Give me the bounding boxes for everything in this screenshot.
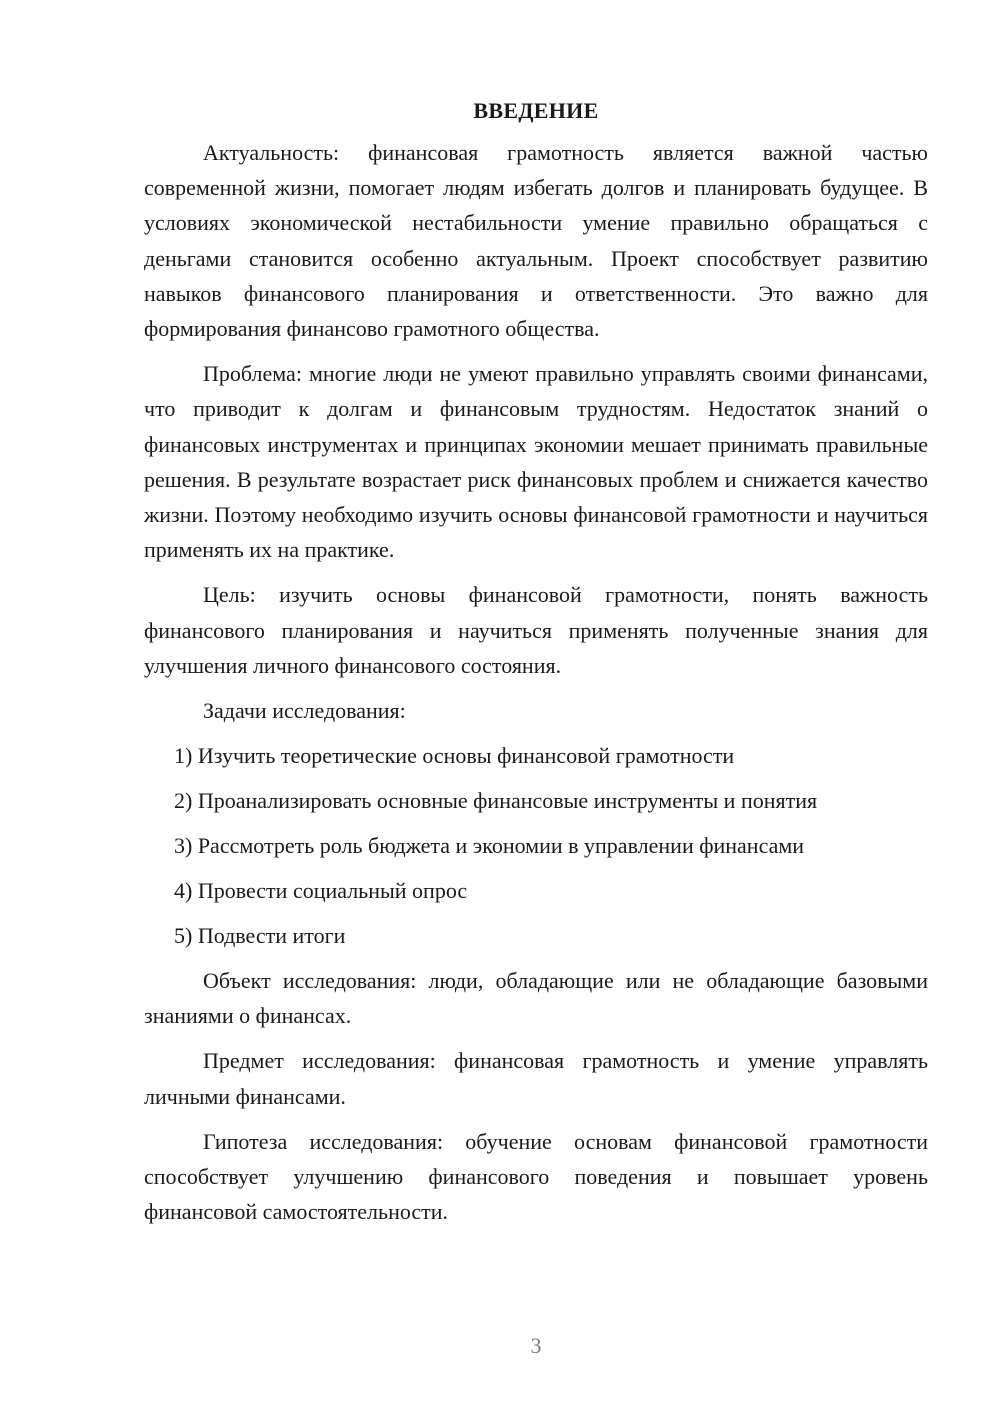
subject-paragraph: Предмет исследования: финансовая грамотность и умение управлять личными финансами. <box>144 1048 928 1109</box>
task-item: 2) Проанализировать основные финансовые инструменты и понятия <box>174 788 818 814</box>
tasks-heading: Задачи исследования: <box>203 698 406 724</box>
task-item: 5) Подвести итоги <box>174 923 346 949</box>
goal-paragraph: Цель: изучить основы финансовой грамотности, понять важность финансового планирования и научиться применять полученные знания для улучшения личного финансового состояния. <box>144 582 928 678</box>
task-item: 4) Провести социальный опрос <box>174 878 468 904</box>
object-paragraph: Объект исследования: люди, обладающие или не обладающие базовыми знаниями о финансах. <box>144 968 928 1029</box>
task-item: 1) Изучить теоретические основы финансовой грамотности <box>174 743 735 769</box>
document-page <box>144 95 928 1239</box>
relevance-paragraph: Актуальность: финансовая грамотность является важной частью современной жизни, помогает людям избегать долгов и планировать будущее. В условиях экономической нестабильности умение правильно обращаться с деньгами становится особенно актуальным. Проект способствует развитию навыков финансового планирования и ответственности. Это важно для формирования финансово грамотного общества. <box>144 140 928 342</box>
tasks-list <box>144 738 928 953</box>
section-title: ВВЕДЕНИЕ <box>473 98 599 123</box>
hypothesis-paragraph: Гипотеза исследования: обучение основам финансовой грамотности способствует улучшению финансового поведения и повышает уровень финансовой самостоятельности. <box>144 1128 928 1225</box>
problem-paragraph: Проблема: многие люди не умеют правильно управлять своими финансами, что приводит к долгам и финансовым трудностям. Недостаток знаний о финансовых инструментах и принципах экономии мешает принимать правильные решения. В результате возрастает риск финансовых проблем и снижается качество жизни. Поэтому необходимо изучить основы финансовой грамотности и научиться применять их на практике. <box>144 361 928 563</box>
page-number: 3 <box>530 1333 542 1358</box>
task-item: 3) Рассмотреть роль бюджета и экономии в управлении финансами <box>174 833 805 859</box>
